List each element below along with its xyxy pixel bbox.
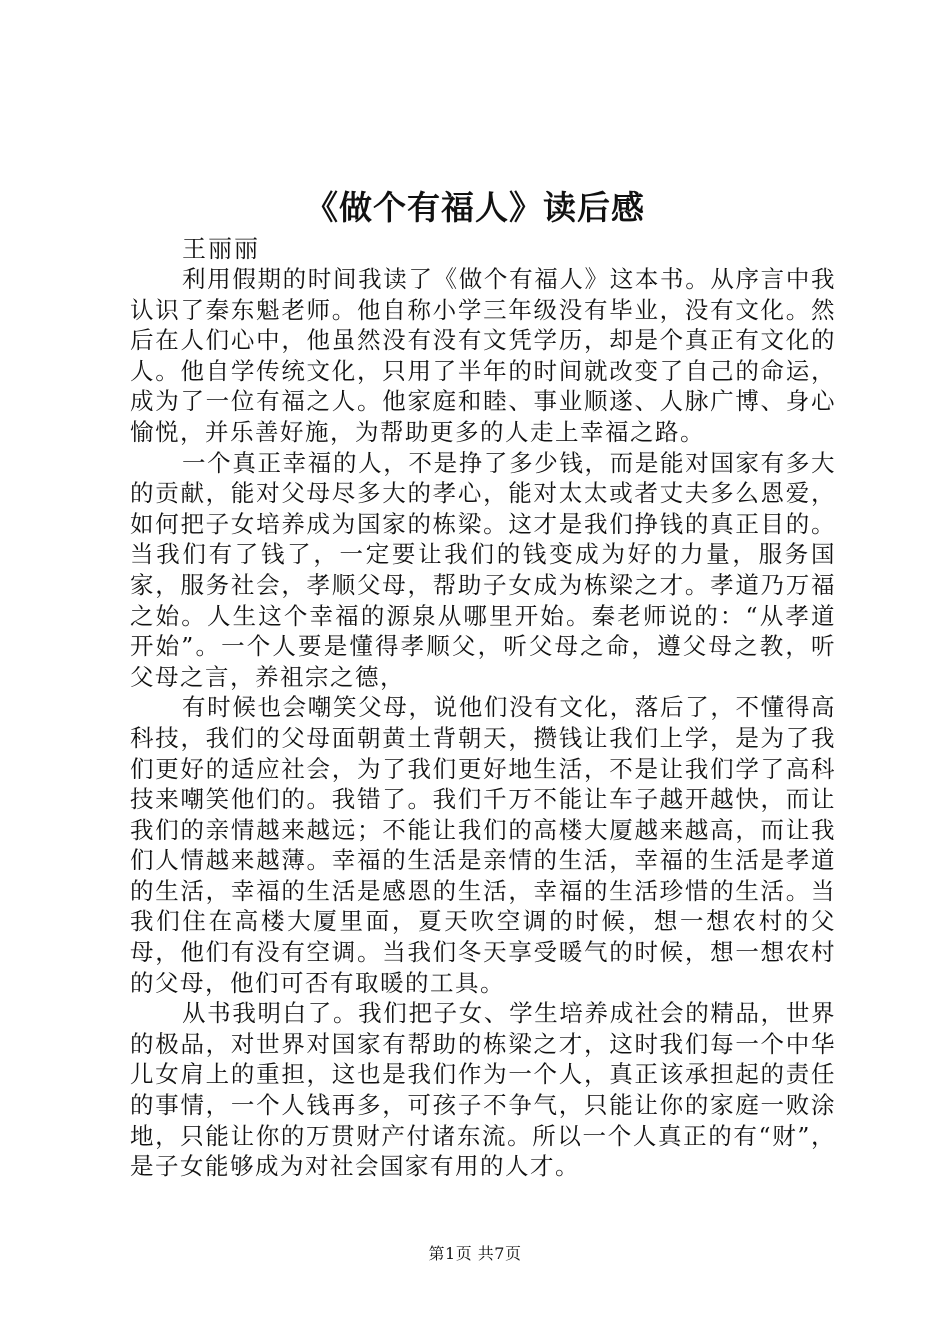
author-name: 王丽丽 [182, 235, 260, 263]
document-title: 《做个有福人》读后感 [305, 188, 645, 227]
page-number-footer: 第1页 共7页 [428, 1244, 522, 1263]
body-paragraph: 有时候也会嘲笑父母，说他们没有文化，落后了，不懂得高科技，我们的父母面朝黄土背朝天，攒钱让我们上学，是为了我们更好的适应社会，为了我们更好地生活，不是让我们学了高科技来嘲笑他们的。我错了。我们千万不能让车子越开越快，而让我们的亲情越来越远；不能让我们的高楼大厦越来越高，而让我们人情越来越薄。幸福的生活是亲情的生活，幸福的生活是孝道的生活，幸福的生活是感恩的生活，幸福的生活珍惜的生活。当我们住在高楼大厦里面，夏天吹空调的时候，想一想农村的父母，他们有没有空调。当我们冬天享受暖气的时候，想一想农村的父母，他们可否有取暖的工具。 [130, 693, 836, 997]
body-paragraph: 利用假期的时间我读了《做个有福人》这本书。从序言中我认识了秦东魁老师。他自称小学三年级没有毕业，没有文化。然后在人们心中，他虽然没有没有文凭学历，却是个真正有文化的人。他自学传统文化，只用了半年的时间就改变了自己的命运，成为了一位有福之人。他家庭和睦、事业顺遂、人脉广博、身心愉悦，并乐善好施，为帮助更多的人走上幸福之路。 [130, 265, 836, 446]
body-paragraph: 从书我明白了。我们把子女、学生培养成社会的精品，世界的极品，对世界对国家有帮助的栋梁之才，这时我们每一个中华儿女肩上的重担，这也是我们作为一个人，真正该承担起的责任的事情，一个人钱再多，可孩子不争气，只能让你的家庭一败涂地，只能让你的万贯财产付诸东流。所以一个人真正的有“财”，是子女能够成为对社会国家有用的人才。 [130, 999, 836, 1181]
document-body [130, 264, 836, 1182]
body-paragraph: 一个真正幸福的人，不是挣了多少钱，而是能对国家有多大的贡献，能对父母尽多大的孝心，能对太太或者丈夫多么恩爱，如何把子女培养成为国家的栋梁。这才是我们挣钱的真正目的。当我们有了钱了，一定要让我们的钱变成为好的力量，服务国家，服务社会，孝顺父母，帮助子女成为栋梁之才。孝道乃万福之始。人生这个幸福的源泉从哪里开始。秦老师说的：“从孝道开始”。一个人要是懂得孝顺父，听父母之命，遵父母之教，听父母之言，养祖宗之德， [130, 448, 836, 691]
